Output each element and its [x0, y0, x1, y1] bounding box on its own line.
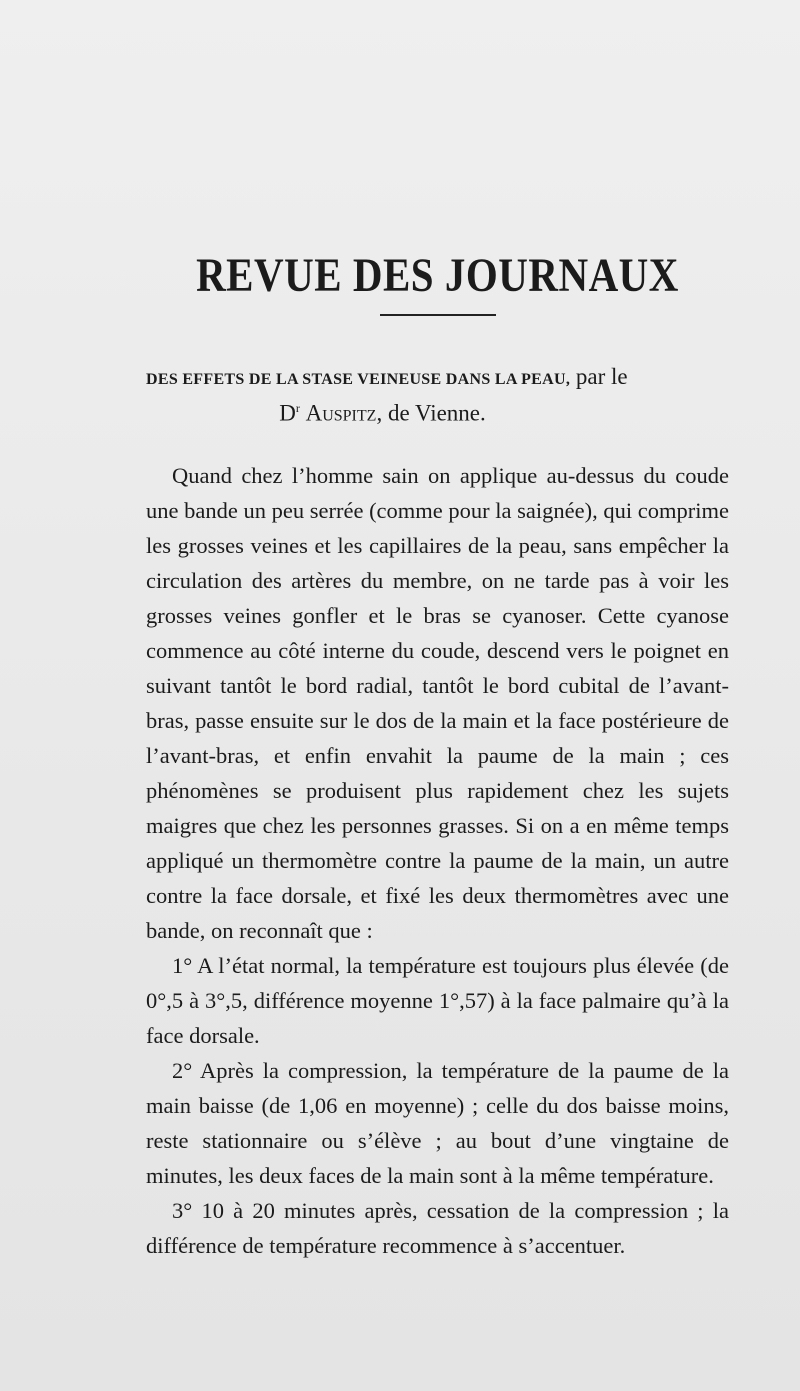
paragraph: 3° 10 à 20 minutes après, cessation de la compression ; la différence de température recommence à s’accentuer.	[146, 1197, 729, 1258]
paragraph: 1° A l’état normal, la température est toujours plus élevée (de 0°,5 à 3°,5, différence moyenne 1°,57) à la face palmaire qu’à la face dorsale.	[146, 952, 729, 1048]
text-column	[146, 250, 729, 1263]
author-place: , de Vienne.	[376, 400, 486, 426]
article-title: DES EFFETS DE LA STASE VEINEUSE DANS LA PEAU,	[146, 371, 571, 388]
author-sup: r	[295, 401, 300, 415]
article-body	[146, 458, 729, 1263]
article-author-line	[146, 394, 729, 428]
page-title: REVUE DES JOURNAUX	[196, 248, 679, 302]
paragraph: Quand chez l’homme sain on applique au-dessus du coude une bande un peu serrée (comme pour la saignée), qui comprime les grosses veines et les capillaires de la peau, sans empêcher la circulation des artères du membre, on ne tarde pas à voir les grosses veines gonfler et le bras se cyanoser. Cette cyanose commence au côté interne du coude, descend vers le poignet en suivant tantôt le bord radial, tantôt le bord cubital de l’avant-bras, passe ensuite sur le dos de la main et la face postérieure de l’avant-bras, et enfin envahit la paume de la main ; ces phénomènes se produisent plus rapidement chez les sujets maigres que chez les personnes grasses. Si on a en même temps appliqué un thermomètre contre la paume de la main, un autre contre la face dorsale, et fixé les deux thermomètres avec une bande, on reconnaît que :	[146, 462, 729, 943]
article-by: par le	[570, 364, 628, 389]
author-name: Auspitz	[305, 400, 377, 426]
title-rule	[380, 314, 496, 316]
article-heading	[146, 362, 729, 428]
paragraph: 2° Après la compression, la température de la paume de la main baisse (de 1,06 en moyenne) ; celle du dos baisse moins, reste stationnaire ou s’élève ; au bout d’une vingtaine de minutes, les deux faces de la main sont à la même température.	[146, 1057, 729, 1188]
author-prefix: D	[279, 400, 296, 426]
